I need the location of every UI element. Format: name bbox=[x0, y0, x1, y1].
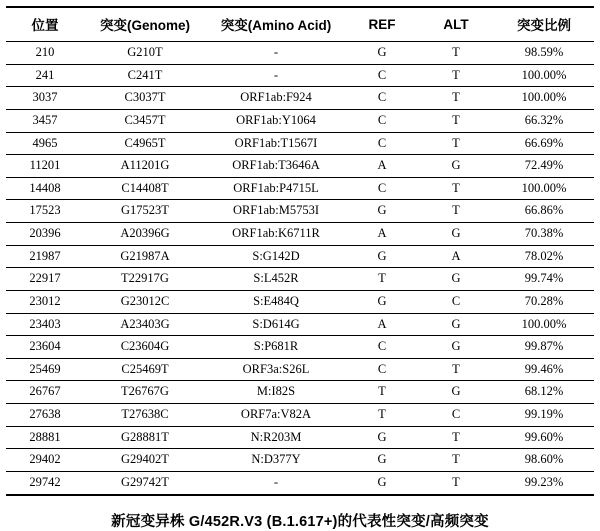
column-header-ref: REF bbox=[346, 7, 418, 42]
cell-alt: T bbox=[418, 64, 494, 87]
cell-position: 4965 bbox=[6, 132, 84, 155]
column-header-genome-mutation: 突变(Genome) bbox=[84, 7, 206, 42]
table-row bbox=[6, 404, 594, 427]
cell-amino-acid-mutation: ORF1ab:M5753I bbox=[206, 200, 346, 223]
cell-amino-acid-mutation: ORF1ab:T3646A bbox=[206, 155, 346, 178]
table-body bbox=[6, 42, 594, 495]
cell-ref: G bbox=[346, 449, 418, 472]
cell-alt: T bbox=[418, 109, 494, 132]
cell-position: 23604 bbox=[6, 336, 84, 359]
cell-position: 23403 bbox=[6, 313, 84, 336]
cell-position: 241 bbox=[6, 64, 84, 87]
table-row bbox=[6, 64, 594, 87]
cell-mutation-ratio: 99.60% bbox=[494, 426, 594, 449]
cell-genome-mutation: G29402T bbox=[84, 449, 206, 472]
cell-amino-acid-mutation: N:D377Y bbox=[206, 449, 346, 472]
cell-genome-mutation: T26767G bbox=[84, 381, 206, 404]
cell-genome-mutation: G23012C bbox=[84, 290, 206, 313]
mutation-table bbox=[6, 6, 594, 496]
cell-position: 20396 bbox=[6, 223, 84, 246]
cell-genome-mutation: C241T bbox=[84, 64, 206, 87]
cell-mutation-ratio: 78.02% bbox=[494, 245, 594, 268]
cell-position: 27638 bbox=[6, 404, 84, 427]
cell-genome-mutation: C3457T bbox=[84, 109, 206, 132]
table-row bbox=[6, 449, 594, 472]
cell-ref: T bbox=[346, 381, 418, 404]
cell-genome-mutation: A11201G bbox=[84, 155, 206, 178]
cell-alt: C bbox=[418, 404, 494, 427]
cell-mutation-ratio: 70.28% bbox=[494, 290, 594, 313]
cell-mutation-ratio: 99.74% bbox=[494, 268, 594, 291]
cell-ref: A bbox=[346, 155, 418, 178]
cell-mutation-ratio: 68.12% bbox=[494, 381, 594, 404]
cell-alt: C bbox=[418, 290, 494, 313]
cell-genome-mutation: G17523T bbox=[84, 200, 206, 223]
table-row bbox=[6, 177, 594, 200]
table-row bbox=[6, 200, 594, 223]
cell-genome-mutation: A23403G bbox=[84, 313, 206, 336]
cell-amino-acid-mutation: S:G142D bbox=[206, 245, 346, 268]
cell-ref: C bbox=[346, 64, 418, 87]
table-row bbox=[6, 87, 594, 110]
cell-alt: T bbox=[418, 358, 494, 381]
table-row bbox=[6, 223, 594, 246]
cell-ref: C bbox=[346, 336, 418, 359]
cell-amino-acid-mutation: - bbox=[206, 471, 346, 494]
cell-mutation-ratio: 98.59% bbox=[494, 42, 594, 65]
cell-position: 26767 bbox=[6, 381, 84, 404]
cell-alt: T bbox=[418, 132, 494, 155]
cell-genome-mutation: A20396G bbox=[84, 223, 206, 246]
cell-mutation-ratio: 100.00% bbox=[494, 87, 594, 110]
cell-mutation-ratio: 100.00% bbox=[494, 313, 594, 336]
cell-amino-acid-mutation: M:I82S bbox=[206, 381, 346, 404]
cell-amino-acid-mutation: ORF1ab:F924 bbox=[206, 87, 346, 110]
table-row bbox=[6, 268, 594, 291]
cell-mutation-ratio: 99.19% bbox=[494, 404, 594, 427]
cell-genome-mutation: C14408T bbox=[84, 177, 206, 200]
cell-ref: A bbox=[346, 313, 418, 336]
cell-alt: G bbox=[418, 155, 494, 178]
cell-position: 14408 bbox=[6, 177, 84, 200]
table-header-row bbox=[6, 7, 594, 42]
cell-position: 11201 bbox=[6, 155, 84, 178]
table-row bbox=[6, 42, 594, 65]
cell-genome-mutation: C25469T bbox=[84, 358, 206, 381]
cell-amino-acid-mutation: ORF7a:V82A bbox=[206, 404, 346, 427]
cell-mutation-ratio: 66.69% bbox=[494, 132, 594, 155]
cell-position: 17523 bbox=[6, 200, 84, 223]
table-row bbox=[6, 471, 594, 494]
cell-genome-mutation: G210T bbox=[84, 42, 206, 65]
cell-genome-mutation: G28881T bbox=[84, 426, 206, 449]
cell-amino-acid-mutation: ORF1ab:Y1064 bbox=[206, 109, 346, 132]
cell-ref: A bbox=[346, 223, 418, 246]
cell-amino-acid-mutation: S:L452R bbox=[206, 268, 346, 291]
cell-alt: G bbox=[418, 336, 494, 359]
table-header bbox=[6, 7, 594, 42]
table-row bbox=[6, 109, 594, 132]
cell-position: 25469 bbox=[6, 358, 84, 381]
cell-mutation-ratio: 99.87% bbox=[494, 336, 594, 359]
cell-alt: T bbox=[418, 42, 494, 65]
cell-genome-mutation: T27638C bbox=[84, 404, 206, 427]
cell-genome-mutation: G21987A bbox=[84, 245, 206, 268]
cell-mutation-ratio: 100.00% bbox=[494, 177, 594, 200]
cell-ref: G bbox=[346, 471, 418, 494]
cell-ref: G bbox=[346, 290, 418, 313]
cell-amino-acid-mutation: S:D614G bbox=[206, 313, 346, 336]
cell-ref: C bbox=[346, 358, 418, 381]
cell-mutation-ratio: 66.86% bbox=[494, 200, 594, 223]
cell-amino-acid-mutation: ORF1ab:K6711R bbox=[206, 223, 346, 246]
cell-alt: G bbox=[418, 313, 494, 336]
cell-amino-acid-mutation: ORF1ab:T1567I bbox=[206, 132, 346, 155]
cell-position: 28881 bbox=[6, 426, 84, 449]
cell-ref: C bbox=[346, 109, 418, 132]
cell-alt: G bbox=[418, 381, 494, 404]
cell-genome-mutation: C4965T bbox=[84, 132, 206, 155]
cell-mutation-ratio: 66.32% bbox=[494, 109, 594, 132]
cell-amino-acid-mutation: - bbox=[206, 64, 346, 87]
cell-amino-acid-mutation: S:E484Q bbox=[206, 290, 346, 313]
cell-position: 29402 bbox=[6, 449, 84, 472]
cell-genome-mutation: C23604G bbox=[84, 336, 206, 359]
column-header-alt: ALT bbox=[418, 7, 494, 42]
cell-mutation-ratio: 70.38% bbox=[494, 223, 594, 246]
cell-alt: G bbox=[418, 268, 494, 291]
cell-position: 3037 bbox=[6, 87, 84, 110]
cell-alt: T bbox=[418, 177, 494, 200]
cell-mutation-ratio: 100.00% bbox=[494, 64, 594, 87]
cell-alt: T bbox=[418, 426, 494, 449]
table-row bbox=[6, 155, 594, 178]
cell-alt: T bbox=[418, 471, 494, 494]
cell-amino-acid-mutation: N:R203M bbox=[206, 426, 346, 449]
cell-ref: G bbox=[346, 42, 418, 65]
cell-alt: A bbox=[418, 245, 494, 268]
cell-ref: G bbox=[346, 200, 418, 223]
column-header-position: 位置 bbox=[6, 7, 84, 42]
column-header-mutation-ratio: 突变比例 bbox=[494, 7, 594, 42]
cell-mutation-ratio: 98.60% bbox=[494, 449, 594, 472]
cell-mutation-ratio: 99.46% bbox=[494, 358, 594, 381]
table-caption: 新冠变异株 G/452R.V3 (B.1.617+)的代表性突变/高频突变 bbox=[111, 513, 489, 530]
table-row bbox=[6, 381, 594, 404]
cell-genome-mutation: C3037T bbox=[84, 87, 206, 110]
cell-ref: C bbox=[346, 177, 418, 200]
cell-amino-acid-mutation: ORF3a:S26L bbox=[206, 358, 346, 381]
cell-ref: T bbox=[346, 268, 418, 291]
cell-ref: C bbox=[346, 87, 418, 110]
cell-ref: G bbox=[346, 426, 418, 449]
cell-position: 210 bbox=[6, 42, 84, 65]
cell-genome-mutation: T22917G bbox=[84, 268, 206, 291]
cell-mutation-ratio: 72.49% bbox=[494, 155, 594, 178]
cell-ref: C bbox=[346, 132, 418, 155]
cell-position: 23012 bbox=[6, 290, 84, 313]
cell-amino-acid-mutation: ORF1ab:P4715L bbox=[206, 177, 346, 200]
table-row bbox=[6, 313, 594, 336]
cell-alt: T bbox=[418, 200, 494, 223]
cell-position: 3457 bbox=[6, 109, 84, 132]
cell-genome-mutation: G29742T bbox=[84, 471, 206, 494]
table-row bbox=[6, 336, 594, 359]
cell-alt: T bbox=[418, 87, 494, 110]
column-header-amino-acid-mutation: 突变(Amino Acid) bbox=[206, 7, 346, 42]
cell-ref: T bbox=[346, 404, 418, 427]
cell-mutation-ratio: 99.23% bbox=[494, 471, 594, 494]
cell-position: 22917 bbox=[6, 268, 84, 291]
table-row bbox=[6, 132, 594, 155]
table-row bbox=[6, 358, 594, 381]
table-row bbox=[6, 245, 594, 268]
cell-ref: G bbox=[346, 245, 418, 268]
cell-position: 29742 bbox=[6, 471, 84, 494]
table-row bbox=[6, 426, 594, 449]
cell-position: 21987 bbox=[6, 245, 84, 268]
cell-amino-acid-mutation: - bbox=[206, 42, 346, 65]
cell-alt: T bbox=[418, 449, 494, 472]
cell-alt: G bbox=[418, 223, 494, 246]
cell-amino-acid-mutation: S:P681R bbox=[206, 336, 346, 359]
table-row bbox=[6, 290, 594, 313]
